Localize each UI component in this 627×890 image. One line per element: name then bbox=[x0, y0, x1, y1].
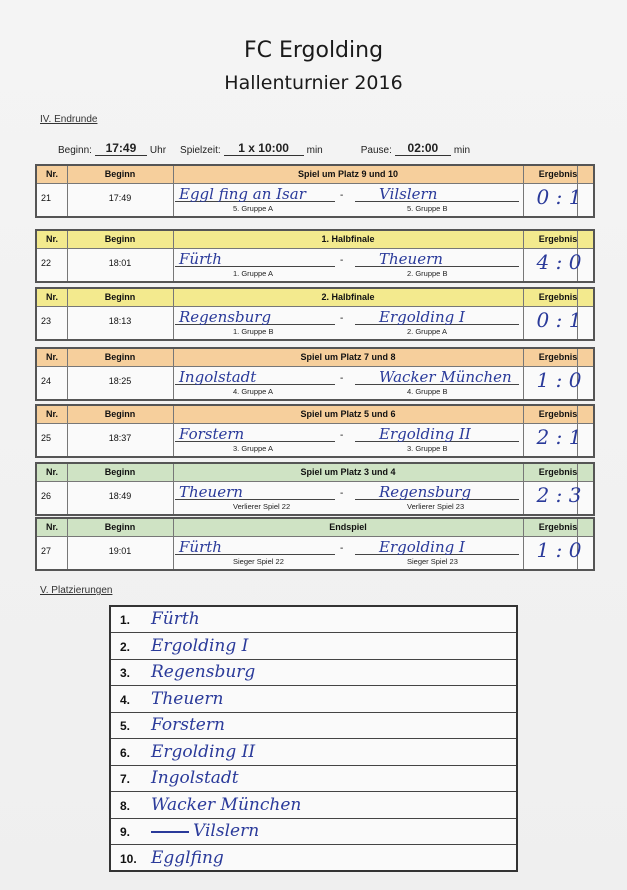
divider bbox=[67, 349, 68, 399]
divider bbox=[173, 406, 174, 456]
away-team: Ergolding II bbox=[379, 425, 471, 443]
divider bbox=[67, 166, 68, 216]
divider bbox=[173, 289, 174, 339]
divider bbox=[67, 231, 68, 281]
ranking-row bbox=[111, 819, 516, 845]
match-block bbox=[35, 229, 595, 283]
beginn-header: Beginn bbox=[104, 467, 136, 477]
match-header bbox=[37, 166, 593, 184]
ergebnis-header: Ergebnis bbox=[538, 409, 578, 419]
away-team: Vilslern bbox=[379, 185, 438, 203]
vs-dash: - bbox=[340, 190, 344, 201]
home-source: 5. Gruppe A bbox=[233, 204, 274, 213]
match-header bbox=[37, 349, 593, 367]
home-team: Eggl fing an Isar bbox=[179, 185, 306, 203]
rank-team: Regensburg bbox=[151, 662, 256, 682]
home-team: Ingolstadt bbox=[179, 368, 257, 386]
match-number: 24 bbox=[41, 376, 52, 386]
match-title: 2. Halbfinale bbox=[321, 292, 375, 302]
divider bbox=[173, 519, 174, 569]
pause-value: 02:00 bbox=[395, 141, 451, 156]
ranking-row bbox=[111, 660, 516, 686]
ergebnis-header: Ergebnis bbox=[538, 169, 578, 179]
nr-header: Nr. bbox=[45, 352, 58, 362]
rank-number: 10. bbox=[120, 851, 137, 866]
rank-team: Ingolstadt bbox=[151, 768, 239, 788]
match-time: 18:37 bbox=[108, 433, 132, 443]
rank-number: 1. bbox=[120, 613, 131, 627]
away-team: Ergolding I bbox=[379, 538, 465, 556]
match-score: 2 : 3 bbox=[536, 483, 582, 507]
ergebnis-header: Ergebnis bbox=[538, 352, 578, 362]
ranking-row bbox=[111, 766, 516, 792]
beginn-header: Beginn bbox=[104, 409, 136, 419]
rank-number: 3. bbox=[120, 666, 131, 680]
rank-number: 7. bbox=[120, 772, 131, 786]
rank-team: Theuern bbox=[151, 688, 224, 709]
rank-number: 8. bbox=[120, 798, 131, 813]
match-title: Spiel um Platz 5 und 6 bbox=[300, 409, 396, 419]
pause-label: Pause: bbox=[360, 145, 392, 156]
match-time: 18:49 bbox=[108, 491, 132, 501]
rank-team: Forstern bbox=[151, 715, 225, 735]
divider bbox=[67, 519, 68, 569]
match-score: 0 : 1 bbox=[536, 308, 582, 332]
beginn-header: Beginn bbox=[104, 522, 136, 532]
min-label-2: min bbox=[453, 145, 471, 156]
rank-number: 9. bbox=[120, 825, 131, 839]
match-block bbox=[35, 164, 595, 218]
nr-header: Nr. bbox=[45, 467, 58, 477]
min-label-1: min bbox=[306, 145, 323, 156]
nr-header: Nr. bbox=[45, 169, 58, 179]
home-source: 3. Gruppe A bbox=[233, 444, 274, 453]
uhr-label: Uhr bbox=[149, 145, 167, 156]
away-source: 4. Gruppe B bbox=[407, 387, 448, 396]
home-source: Sieger Spiel 22 bbox=[233, 557, 284, 566]
divider bbox=[67, 464, 68, 514]
away-team: Wacker München bbox=[379, 368, 512, 386]
match-block bbox=[35, 517, 595, 571]
match-time: 17:49 bbox=[108, 193, 132, 203]
match-score: 4 : 0 bbox=[536, 250, 582, 274]
rank-number: 5. bbox=[120, 719, 131, 733]
home-source: Verlierer Spiel 22 bbox=[233, 502, 291, 511]
home-team: Fürth bbox=[179, 250, 222, 268]
away-team: Theuern bbox=[379, 250, 443, 268]
match-number: 25 bbox=[41, 433, 52, 443]
away-source: 3. Gruppe B bbox=[407, 444, 448, 453]
page-title: FC Ergolding bbox=[243, 38, 384, 63]
home-source: 1. Gruppe A bbox=[233, 269, 274, 278]
home-source: 4. Gruppe A bbox=[233, 387, 274, 396]
ranking-row bbox=[111, 846, 516, 872]
match-header bbox=[37, 519, 593, 537]
match-header bbox=[37, 231, 593, 249]
home-team: Fürth bbox=[179, 538, 222, 556]
ranking-row bbox=[111, 740, 516, 766]
match-score: 2 : 1 bbox=[536, 425, 582, 449]
match-number: 27 bbox=[41, 546, 52, 556]
spielzeit-label: Spielzeit: bbox=[180, 145, 221, 156]
vs-dash: - bbox=[340, 255, 344, 266]
match-time: 18:01 bbox=[108, 258, 132, 268]
ranking-row bbox=[111, 713, 516, 739]
away-source: 5. Gruppe B bbox=[407, 204, 448, 213]
rank-team: Egglfing bbox=[151, 847, 224, 868]
match-time: 18:25 bbox=[108, 376, 132, 386]
match-header bbox=[37, 406, 593, 424]
beginn-header: Beginn bbox=[104, 169, 136, 179]
ranking-row bbox=[111, 793, 516, 819]
section-platzierungen: V. Platzierungen bbox=[40, 585, 113, 596]
ranking-row bbox=[111, 687, 516, 713]
match-score: 0 : 1 bbox=[536, 185, 582, 209]
ranking-table bbox=[109, 605, 518, 872]
home-team: Theuern bbox=[179, 483, 243, 501]
nr-header: Nr. bbox=[45, 409, 58, 419]
vs-dash: - bbox=[340, 430, 344, 441]
rank-team: Ergolding II bbox=[151, 741, 256, 762]
spielzeit-value: 1 x 10:00 bbox=[224, 141, 304, 156]
match-header bbox=[37, 464, 593, 482]
beginn-value: 17:49 bbox=[95, 141, 147, 156]
beginn-header: Beginn bbox=[104, 292, 136, 302]
nr-header: Nr. bbox=[45, 234, 58, 244]
rank-team: Vilslern bbox=[193, 821, 260, 841]
match-score: 1 : 0 bbox=[536, 538, 582, 562]
home-team: Forstern bbox=[179, 425, 245, 443]
match-time: 19:01 bbox=[108, 546, 132, 556]
schedule-meta bbox=[58, 141, 470, 156]
away-team: Ergolding I bbox=[379, 308, 465, 326]
match-block bbox=[35, 347, 595, 401]
home-source: 1. Gruppe B bbox=[233, 327, 274, 336]
match-number: 22 bbox=[41, 258, 52, 268]
divider bbox=[173, 231, 174, 281]
ergebnis-header: Ergebnis bbox=[538, 292, 578, 302]
vs-dash: - bbox=[340, 373, 344, 384]
beginn-header: Beginn bbox=[104, 352, 136, 362]
beginn-label: Beginn: bbox=[58, 145, 92, 156]
rank-number: 2. bbox=[120, 639, 131, 654]
nr-header: Nr. bbox=[45, 522, 58, 532]
vs-dash: - bbox=[340, 313, 344, 324]
page-subtitle: Hallenturnier 2016 bbox=[224, 72, 403, 94]
ergebnis-header: Ergebnis bbox=[538, 467, 578, 477]
match-header bbox=[37, 289, 593, 307]
away-source: Verlierer Spiel 23 bbox=[407, 502, 465, 511]
match-number: 26 bbox=[41, 491, 52, 501]
vs-dash: - bbox=[340, 543, 344, 554]
match-title: Spiel um Platz 9 und 10 bbox=[297, 169, 399, 179]
home-team: Regensburg bbox=[179, 308, 272, 326]
rank-team: Wacker München bbox=[151, 794, 302, 815]
match-title: Endspiel bbox=[329, 522, 367, 532]
beginn-header: Beginn bbox=[104, 234, 136, 244]
match-time: 18:13 bbox=[108, 316, 132, 326]
match-block bbox=[35, 404, 595, 458]
away-team: Regensburg bbox=[379, 483, 472, 501]
ranking-row bbox=[111, 634, 516, 660]
nr-header: Nr. bbox=[45, 292, 58, 302]
rank-team: Ergolding I bbox=[151, 635, 249, 656]
match-block bbox=[35, 287, 595, 341]
ergebnis-header: Ergebnis bbox=[538, 522, 578, 532]
rank-number: 6. bbox=[120, 745, 131, 760]
section-endrunde: IV. Endrunde bbox=[40, 114, 98, 125]
rank-number: 4. bbox=[120, 692, 131, 707]
ergebnis-header: Ergebnis bbox=[538, 234, 578, 244]
divider bbox=[173, 166, 174, 216]
away-source: 2. Gruppe A bbox=[407, 327, 448, 336]
rank-team: Fürth bbox=[151, 609, 200, 629]
match-title: 1. Halbfinale bbox=[321, 234, 375, 244]
match-title: Spiel um Platz 3 und 4 bbox=[300, 467, 396, 477]
ranking-row bbox=[111, 607, 516, 633]
match-number: 21 bbox=[41, 193, 52, 203]
strikethrough-mark bbox=[151, 831, 189, 833]
vs-dash: - bbox=[340, 488, 344, 499]
away-source: 2. Gruppe B bbox=[407, 269, 448, 278]
away-source: Sieger Spiel 23 bbox=[407, 557, 458, 566]
divider bbox=[67, 289, 68, 339]
match-number: 23 bbox=[41, 316, 52, 326]
match-score: 1 : 0 bbox=[536, 368, 582, 392]
divider bbox=[67, 406, 68, 456]
divider bbox=[173, 464, 174, 514]
divider bbox=[173, 349, 174, 399]
match-block bbox=[35, 462, 595, 516]
match-title: Spiel um Platz 7 und 8 bbox=[300, 352, 396, 362]
